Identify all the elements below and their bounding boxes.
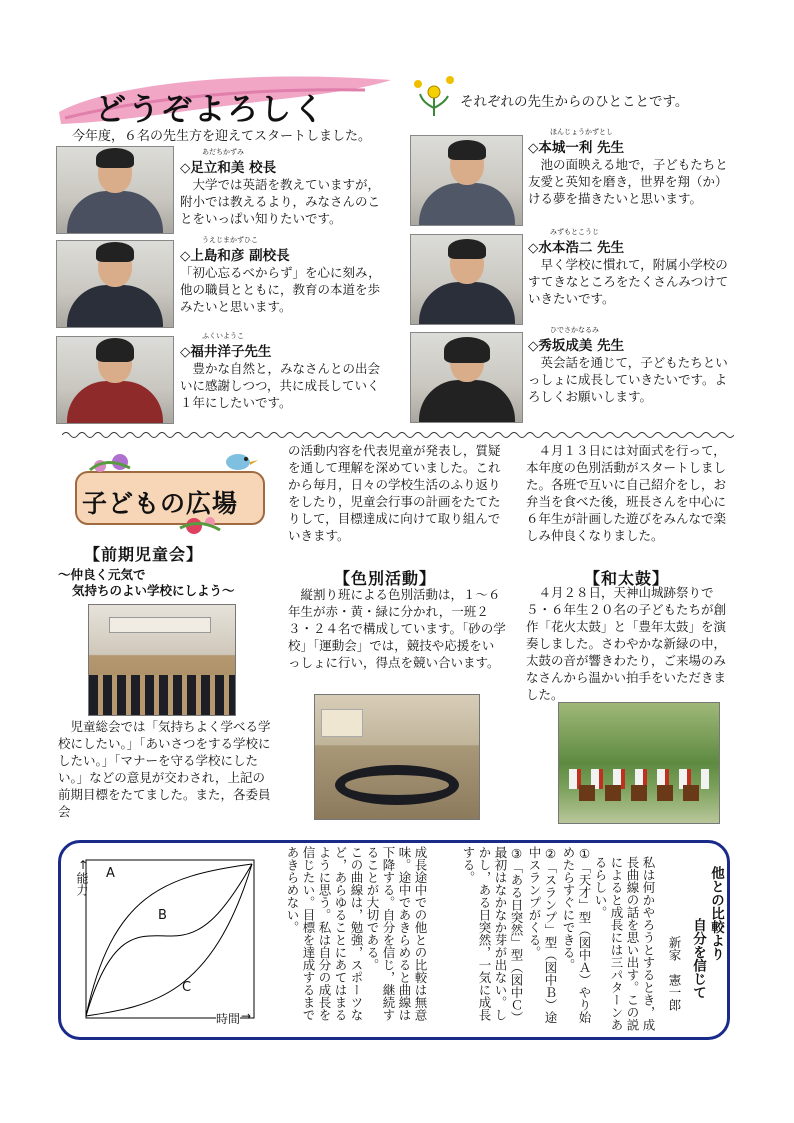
teacher-entry: [528, 128, 738, 207]
teacher-entry: [528, 228, 738, 307]
zenki-subtitle: ～仲良く元気で: [58, 567, 146, 582]
teacher-message: 「初心忘るべからず」を心に刻み，他の職員とともに，教育の本道を歩みたいと思います。: [180, 265, 381, 314]
teacher-name: ◇足立和美 校長: [180, 160, 277, 176]
teacher-photo: [56, 146, 174, 234]
taiko-photo: [558, 702, 720, 824]
teacher-message: 豊かな自然と，みなさんとの出会いに感謝しつつ，共に成長していく１年にしたいです。: [180, 361, 381, 410]
teacher-message: 大学では英語を教えていますが，附小では教えるより，みなさんのことをいっぱい知りたいです。: [180, 177, 381, 226]
header-tagline: それぞれの先生からのひとことです。: [460, 94, 689, 110]
column-subtitle: 自分を信じて: [690, 918, 706, 999]
teacher-ruby: ほんじょうかずとし: [550, 128, 613, 136]
teacher-name: ◇上島和彦 副校長: [180, 248, 290, 264]
teacher-entry: [180, 236, 385, 315]
wavy-divider: [62, 430, 734, 440]
teacher-ruby: あだちかずみ: [202, 148, 244, 156]
column-paragraph: ②「スランプ」型（図中Ｂ）途中スランプがくる。: [527, 846, 558, 1024]
shikibetsu-text: 縦割り班による色別活動は，１～６年生が赤・黄・緑に分かれ，一班２３・２４名で構成しています。「砂の学校」「運動会」では，競技や応援をいっしょに行い，得点を競い合います。: [288, 587, 506, 670]
assembly-photo: [88, 604, 236, 716]
teacher-photo: [56, 336, 174, 424]
teacher-message: 池の面映える地で，子どもたちと友愛と英知を磨き，世界を翔（か）ける夢を描きたいと思います。: [528, 157, 728, 206]
zenki-subtitle: 気持ちのよい学校にしよう～: [72, 583, 235, 598]
graph-label-a: A: [106, 866, 115, 881]
col2-text: の活動内容を代表児童が発表し，質疑を通して理解を深めていました。これから毎月，日々の学校生活のふり返りをしたり，児童会行事の計画をたてたりして，目標達成に向けて取り組んでいきます。: [288, 443, 501, 543]
zenki-text: 児童総会では「気持ちよく学べる学校にしたい。」「あいさつをする学校にしたい。」「マナーを守る学校にしたい。」などの意見が交わされ，上記の前期目標をたてました。また，各委員会: [58, 719, 271, 819]
column-title: 他との比較より: [708, 866, 724, 961]
growth-curve-graph: [72, 856, 264, 1028]
teacher-ruby: ふくいようこ: [202, 332, 244, 340]
teacher-name: ◇水本浩二 先生: [528, 240, 625, 256]
teacher-message: 英会話を通じて，子どもたちといっしょに成長していきたいです。よろしくお願いします。: [528, 355, 728, 404]
teacher-entry: [528, 326, 738, 405]
shikibetsu-title: 【色別活動】: [334, 569, 437, 588]
teacher-ruby: みずもとこうじ: [550, 228, 599, 236]
teacher-ruby: うえじまかずひこ: [202, 236, 258, 244]
teacher-ruby: ひでさかなるみ: [550, 326, 599, 334]
teacher-name: ◇本城一利 先生: [528, 140, 625, 156]
wadaiko-text: ４月２８日，天神山城跡祭りで５・６年生２０名の子どもたちが創作「花火太鼓」と「豊年太鼓」を演奏しました。さわやかな新緑の中，太鼓の音が響きわたり，ご来場のみなさんから温かい拍手をいただきました。: [526, 585, 727, 702]
column-author: 新家 憲一郎: [667, 936, 682, 1011]
column-paragraph: ①「天才」型（図中Ａ）やり始めたらすぐにできる。: [561, 846, 592, 1024]
header-intro: 今年度，６名の先生方を迎えてスタートしました。: [72, 129, 372, 144]
graph-label-c: C: [182, 980, 192, 995]
col3-text: ４月１３日には対面式を行って，本年度の色別活動がスタートしました。各班で互いに自己紹介をし，お弁当を食べた後，班長さんを中心に６年生が計画した遊びをみんなで楽しみ仲良くなりました。: [526, 443, 727, 543]
teacher-photo: [410, 332, 523, 423]
teacher-name: ◇福井洋子先生: [180, 344, 272, 360]
teacher-name: ◇秀坂成美 先生: [528, 338, 625, 354]
flower-sprout-icon: [410, 72, 458, 118]
teacher-message: 早く学校に慣れて，附属小学校のすてきなところをたくさんみつけていきたいです。: [528, 257, 729, 306]
column-paragraph: 私は何かやろうとするとき，成長曲線の話を思い出す。この説によると成長には三パターンあるらしい。: [593, 856, 656, 1031]
teacher-photo: [410, 234, 523, 325]
wadaiko-title: 【和太鼓】: [584, 569, 670, 588]
column-paragraph: 成長途中での他との比較は無意味。途中であきらめると曲線は下降する。自分を信じ，継続することが大切である。: [365, 846, 428, 1021]
graph-ylabel: 能力: [75, 872, 89, 896]
teacher-photo: [410, 135, 523, 226]
teacher-entry: [180, 148, 385, 227]
color-group-photo: [314, 694, 480, 820]
page-title: どうぞよろしく: [95, 92, 326, 128]
column-paragraph: ③「ある日突然」型（図中Ｃ）最初はなかなか芽が出ない。しかし，ある日突然，一気に成長する。: [461, 846, 524, 1024]
zenki-title: 【前期児童会】: [84, 545, 204, 564]
column-paragraph: この曲線は，勉強，スポーツなど，あらゆることにあてはまるように思う。私は自分の成長を信じたい。目標を達成するまであきらめない。: [285, 846, 364, 1021]
graph-label-b: B: [158, 908, 167, 923]
kids-banner-title: 子どもの広場: [82, 489, 239, 518]
graph-xlabel: 時間: [216, 1012, 241, 1026]
teacher-photo: [56, 240, 174, 328]
teacher-entry: [180, 332, 385, 411]
graph-y-arrow-icon: ↑: [78, 858, 89, 872]
graph-x-arrow-icon: →: [241, 1009, 252, 1023]
